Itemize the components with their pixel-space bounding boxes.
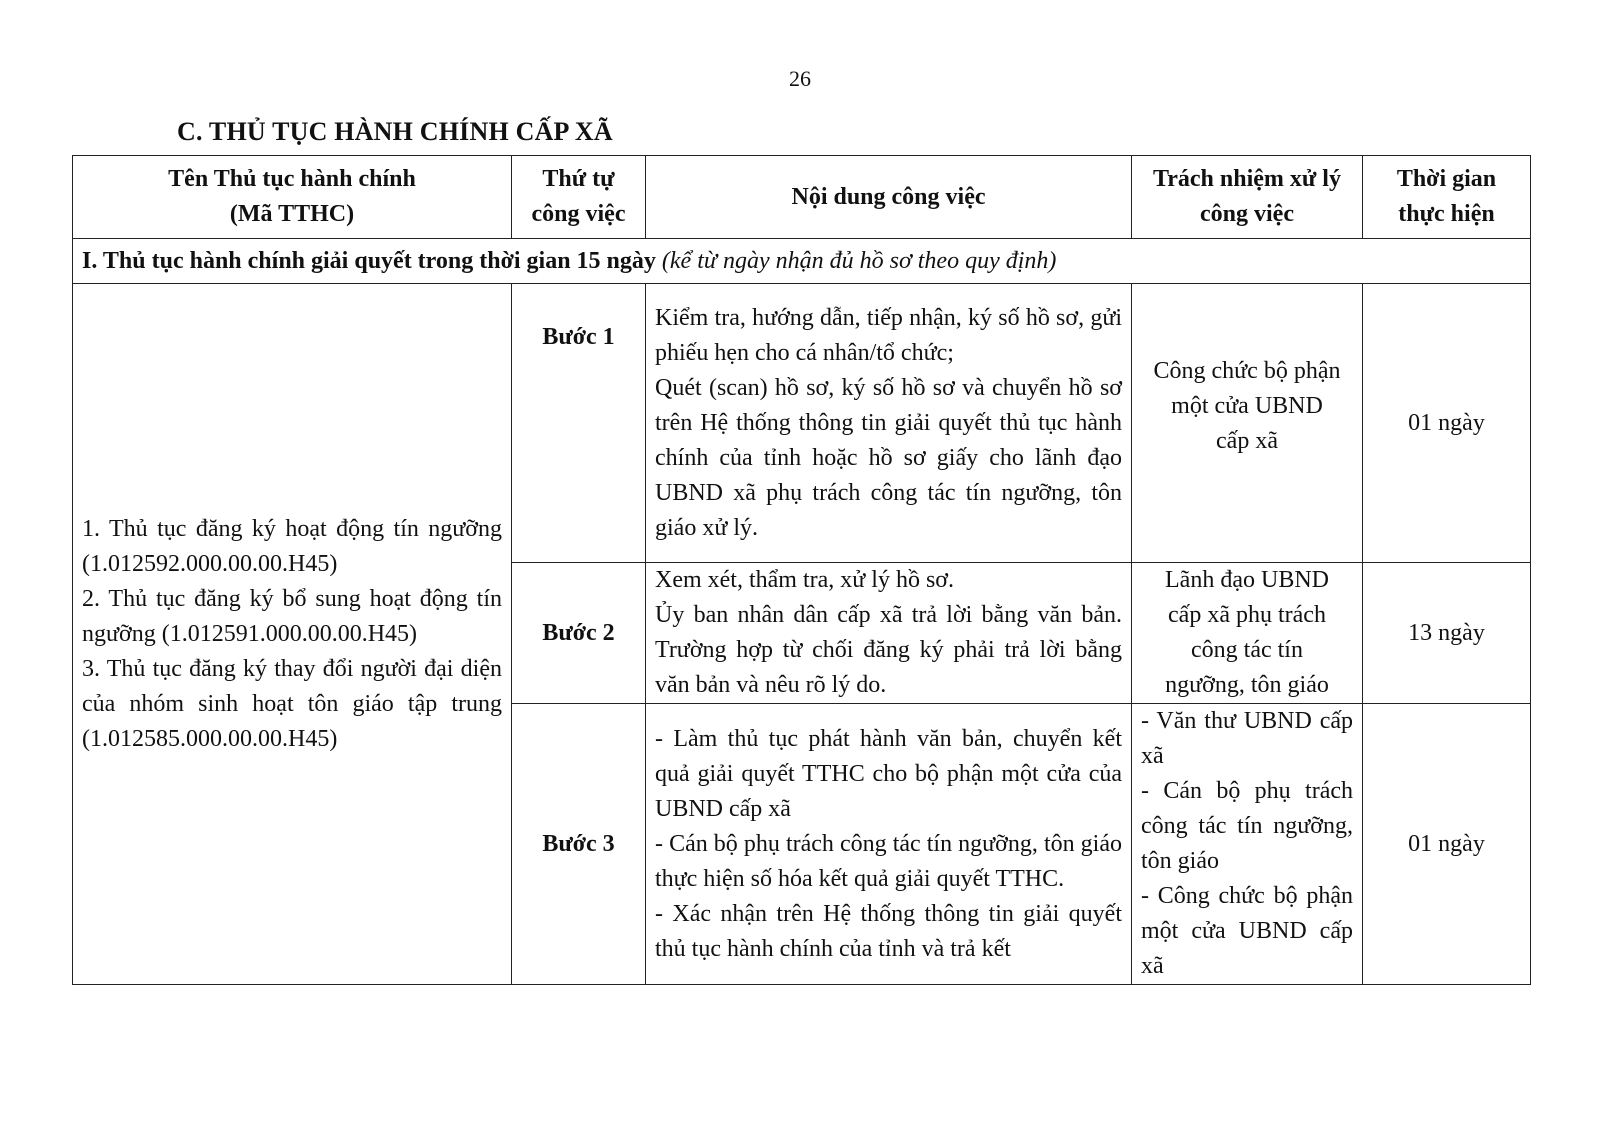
responsibility-line: ngưỡng, tôn giáo — [1165, 672, 1329, 698]
header-order-line1: Thứ tự — [542, 166, 615, 192]
procedure-item-3: 3. Thủ tục đăng ký thay đổi người đại diện của nhóm sinh hoạt tôn giáo tập trung (1.012585.000.00.00.H45) — [82, 655, 502, 752]
step-content-line: Quét (scan) hồ sơ, ký số hồ sơ và chuyển hồ sơ trên Hệ thống thông tin giải quyết thủ tục hành chính của tỉnh hoặc hồ sơ giấy cho lãnh đạo UBND xã phụ trách công tác tín ngưỡng, tôn giáo xử lý. — [655, 374, 1122, 541]
responsibility-line: một cửa UBND — [1171, 393, 1323, 419]
group-title: I. Thủ tục hành chính giải quyết trong thời gian 15 ngày — [82, 247, 656, 274]
step-content-cell — [646, 284, 1132, 563]
group-heading — [73, 239, 1531, 284]
procedure-names-cell — [73, 284, 512, 985]
header-resp-line1: Trách nhiệm xử lý — [1153, 166, 1341, 192]
group-note: (kể từ ngày nhận đủ hồ sơ theo quy định) — [661, 247, 1057, 274]
responsibility-line: - Cán bộ phụ trách công tác tín ngưỡng, tôn giáo — [1141, 778, 1353, 874]
step-label: Bước 3 — [512, 704, 646, 985]
responsibility-line: Công chức bộ phận — [1153, 358, 1341, 384]
procedure-table — [72, 155, 1531, 985]
table-row-step-1 — [73, 284, 1531, 563]
table-header-row — [73, 156, 1531, 239]
step-responsibility-cell — [1132, 563, 1363, 704]
step-content-cell — [646, 563, 1132, 704]
section-title: C. THỦ TỤC HÀNH CHÍNH CẤP XÃ — [177, 117, 613, 146]
responsibility-line: Lãnh đạo UBND — [1165, 567, 1329, 593]
header-resp-line2: công việc — [1200, 201, 1294, 227]
step-content-line: Xem xét, thẩm tra, xử lý hồ sơ. — [655, 567, 954, 593]
header-time-line2: thực hiện — [1398, 201, 1495, 227]
header-name-line1: Tên Thủ tục hành chính — [168, 166, 416, 192]
group-row — [73, 239, 1531, 284]
header-procedure-name — [73, 156, 512, 239]
step-content-line: - Cán bộ phụ trách công tác tín ngưỡng, tôn giáo thực hiện số hóa kết quả giải quyết TTHC. — [655, 830, 1122, 892]
step-time: 01 ngày — [1363, 284, 1531, 563]
header-step-order — [512, 156, 646, 239]
step-time: 13 ngày — [1363, 563, 1531, 704]
header-name-line2: (Mã TTHC) — [229, 201, 355, 227]
header-order-line2: công việc — [531, 201, 626, 227]
responsibility-line: cấp xã phụ trách — [1168, 602, 1326, 628]
step-content-cell — [646, 704, 1132, 985]
header-time — [1363, 156, 1531, 239]
responsibility-line: - Văn thư UBND cấp xã — [1141, 708, 1353, 769]
header-time-line1: Thời gian — [1396, 166, 1497, 192]
step-content-line: - Xác nhận trên Hệ thống thông tin giải quyết thủ tục hành chính của tỉnh và trả kết — [655, 900, 1122, 962]
step-responsibility-cell — [1132, 284, 1363, 563]
step-content-line: Ủy ban nhân dân cấp xã trả lời bằng văn bản. Trường hợp từ chối đăng ký phải trả lời bằng văn bản và nêu rõ lý do. — [655, 602, 1122, 698]
responsibility-line: - Công chức bộ phận một cửa UBND cấp xã — [1141, 883, 1353, 979]
responsibility-line: công tác tín — [1191, 637, 1303, 663]
step-responsibility-cell — [1132, 704, 1363, 985]
page-number: 26 — [789, 66, 811, 91]
header-content — [646, 156, 1132, 239]
step-content-line: Kiểm tra, hướng dẫn, tiếp nhận, ký số hồ sơ, gửi phiếu hẹn cho cá nhân/tổ chức; — [655, 304, 1122, 366]
procedure-item-2: 2. Thủ tục đăng ký bổ sung hoạt động tín ngưỡng (1.012591.000.00.00.H45) — [82, 585, 502, 647]
header-responsibility — [1132, 156, 1363, 239]
responsibility-line: cấp xã — [1216, 428, 1278, 454]
step-content-line: - Làm thủ tục phát hành văn bản, chuyển kết quả giải quyết TTHC cho bộ phận một cửa của UBND cấp xã — [655, 725, 1122, 822]
step-time: 01 ngày — [1363, 704, 1531, 985]
step-label: Bước 2 — [512, 563, 646, 704]
step-label: Bước 1 — [512, 284, 646, 563]
header-content-text: Nội dung công việc — [791, 183, 986, 210]
procedure-item-1: 1. Thủ tục đăng ký hoạt động tín ngưỡng (1.012592.000.00.00.H45) — [82, 515, 502, 577]
